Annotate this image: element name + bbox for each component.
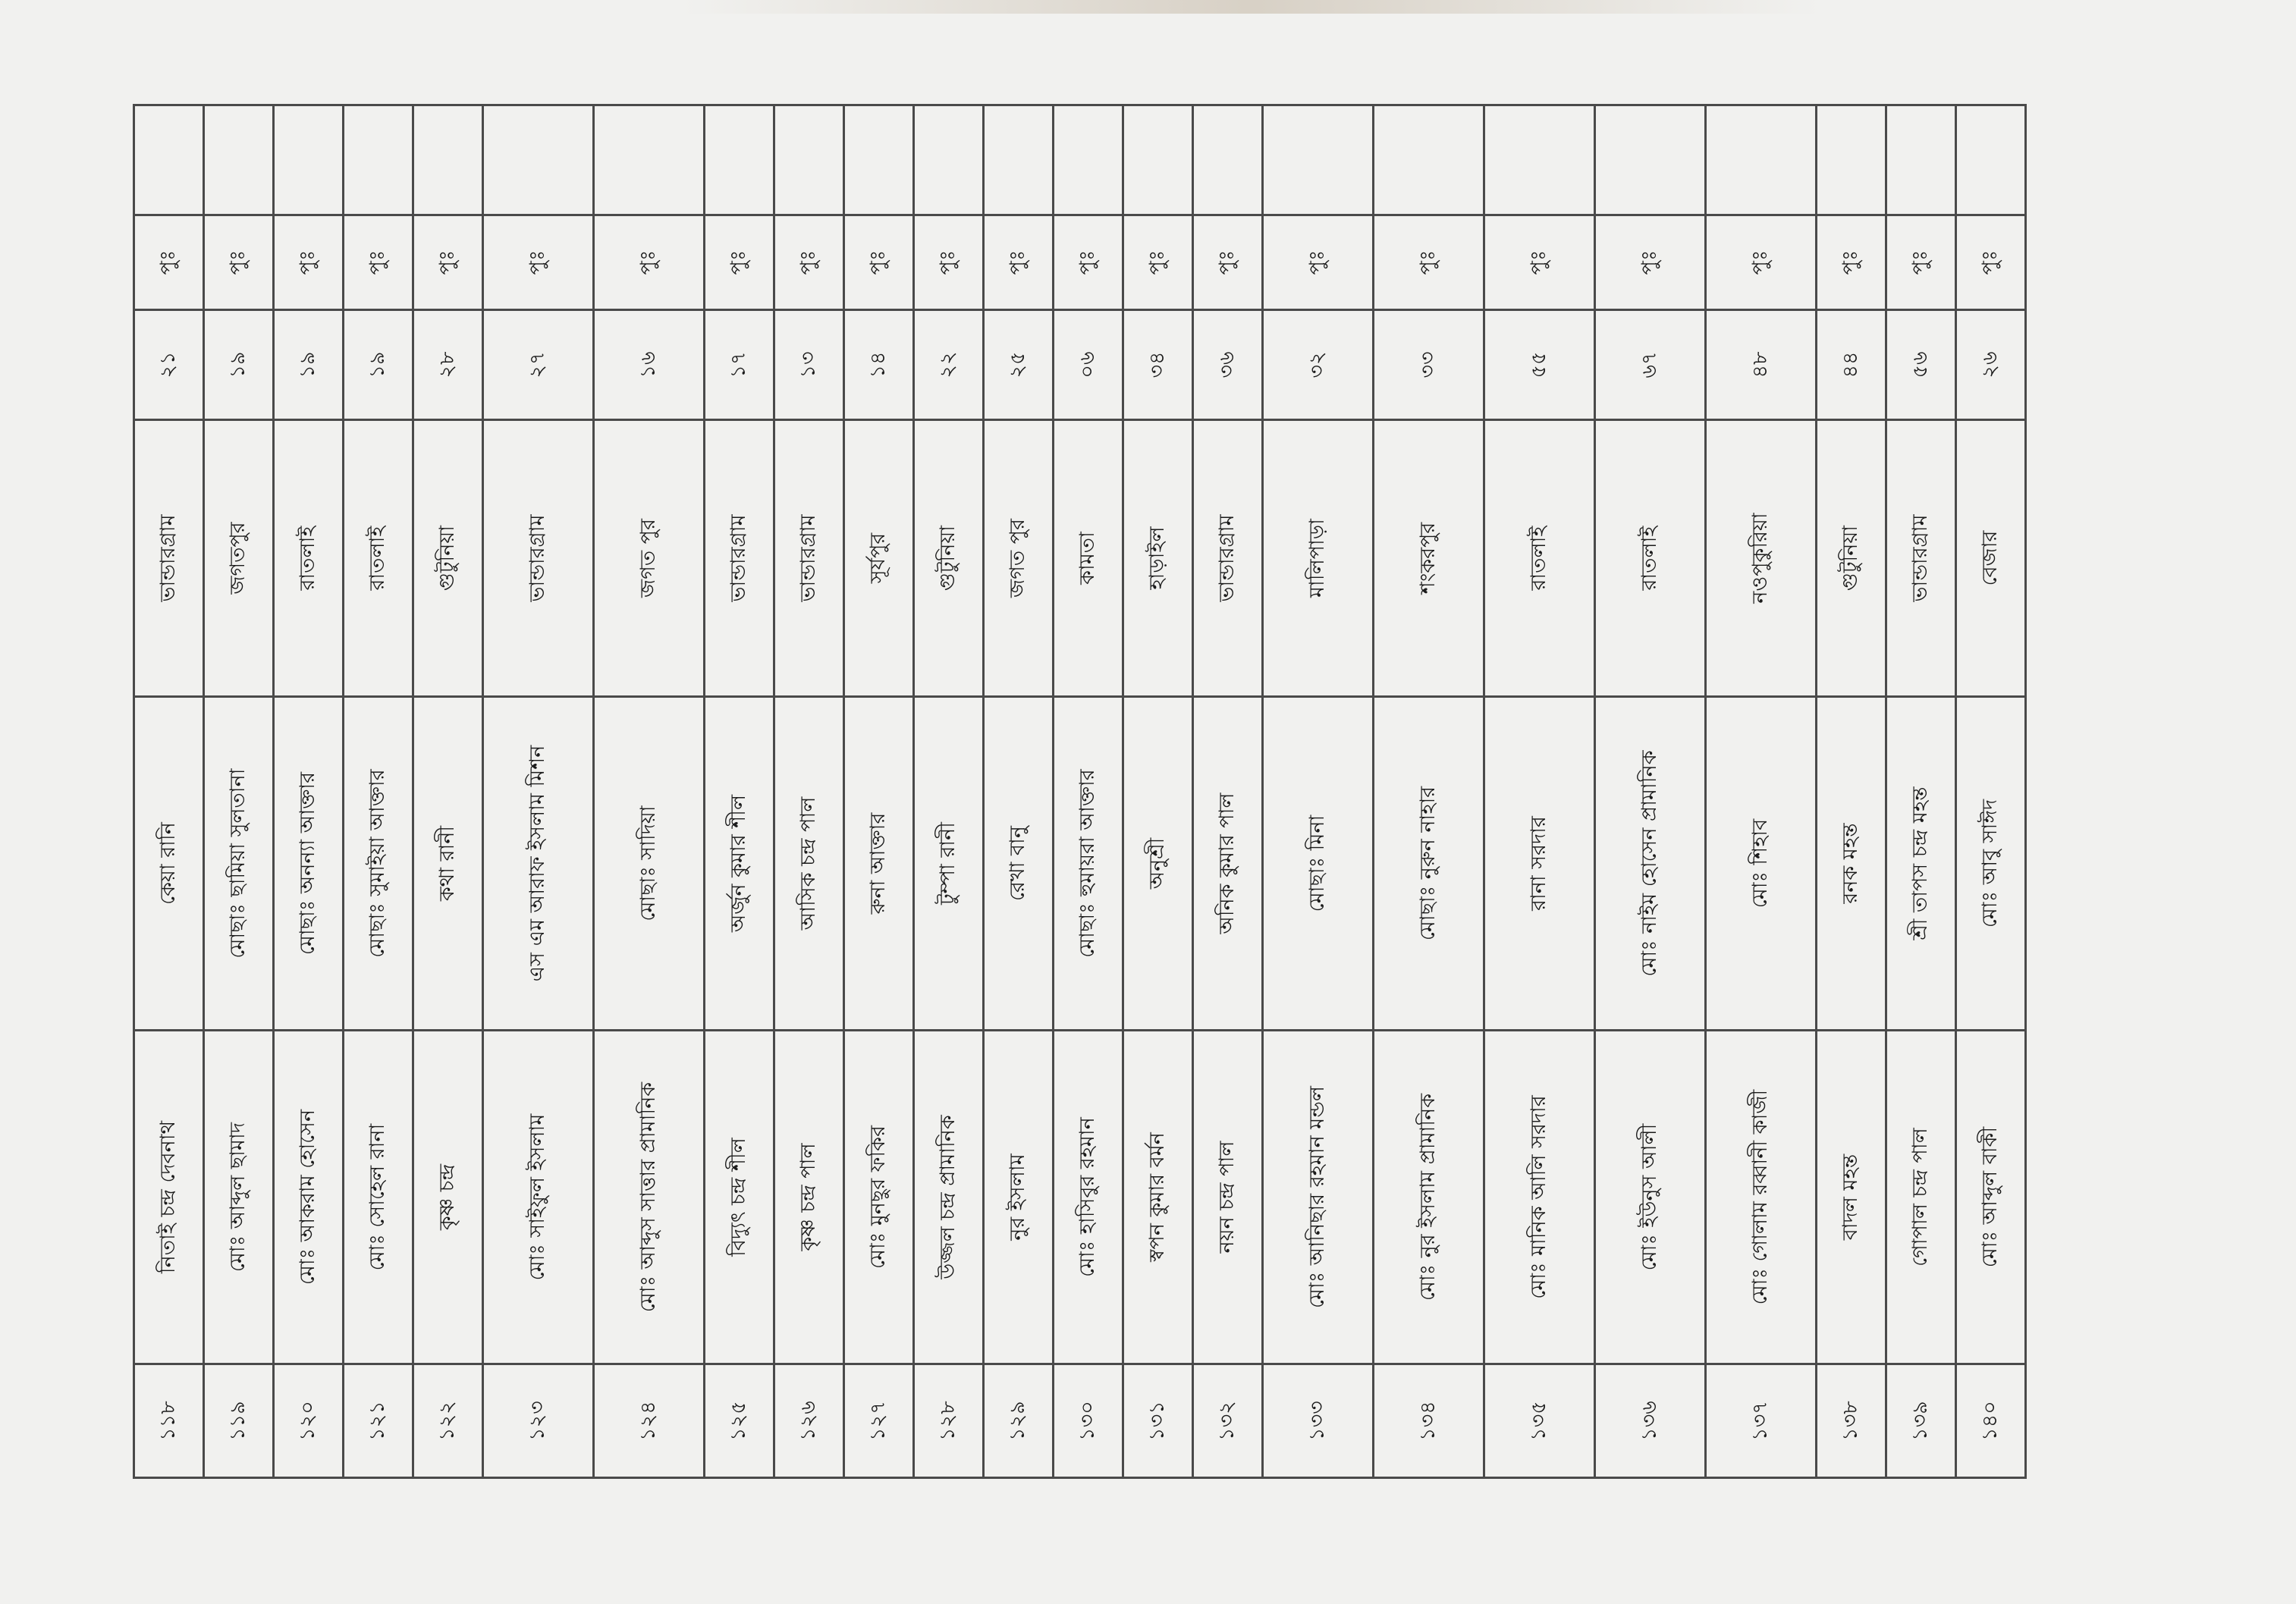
remarks-cell — [844, 105, 914, 215]
table-row — [274, 105, 344, 1478]
name-cell: মোঃ আব্দুল ছামাদ — [204, 1031, 274, 1364]
family-member-cell: মোছাঃ সাদিয়া — [594, 697, 705, 1031]
village-cell: ভান্ডারগ্রাম — [1886, 420, 1956, 697]
remarks-cell — [914, 105, 984, 215]
table-row — [1886, 105, 1956, 1478]
remarks-cell — [274, 105, 344, 215]
family-member-cell: রনক মহন্ত — [1817, 697, 1886, 1031]
village-cell: জগত পুর — [984, 420, 1054, 697]
serial-cell: ১২৬ — [774, 1364, 844, 1478]
sex-cell: পুঃ — [705, 215, 774, 310]
remarks-cell — [1054, 105, 1123, 215]
age-cell: ২৬ — [1956, 310, 2026, 420]
serial-cell: ১২৪ — [594, 1364, 705, 1478]
sex-cell: পুঃ — [483, 215, 594, 310]
sex-cell: পুঃ — [274, 215, 344, 310]
name-cell: বিদ্যুৎ চন্দ্র শীল — [705, 1031, 774, 1364]
age-cell: ১৯ — [274, 310, 344, 420]
serial-cell: ১২০ — [274, 1364, 344, 1478]
serial-cell: ১৩৯ — [1886, 1364, 1956, 1478]
sex-cell: পুঃ — [1956, 215, 2026, 310]
beneficiary-table — [133, 104, 2027, 1479]
age-cell: ২৫ — [984, 310, 1054, 420]
table-row — [1595, 105, 1706, 1478]
paper-shadow — [683, 0, 1820, 14]
age-cell: ২২ — [914, 310, 984, 420]
serial-cell: ১৩৭ — [1706, 1364, 1817, 1478]
family-member-cell: মোছাঃ নুরুন নাহার — [1374, 697, 1484, 1031]
village-cell: ভান্ডারগ্রাম — [774, 420, 844, 697]
name-cell: মোঃ ইউনুস আলী — [1595, 1031, 1706, 1364]
village-cell: কামতা — [1054, 420, 1123, 697]
sex-cell: পুঃ — [1817, 215, 1886, 310]
sex-cell: পুঃ — [134, 215, 204, 310]
village-cell: রাতলাই — [344, 420, 413, 697]
name-cell: গোপাল চন্দ্র পাল — [1886, 1031, 1956, 1364]
age-cell: ১৪ — [844, 310, 914, 420]
age-cell: ৩২ — [1263, 310, 1374, 420]
family-member-cell: রেখা বানু — [984, 697, 1054, 1031]
family-member-cell: কেয়া রানি — [134, 697, 204, 1031]
sex-cell: পুঃ — [1193, 215, 1263, 310]
family-member-cell: অনুশ্রী — [1123, 697, 1193, 1031]
family-member-cell: মোছাঃ সুমাইয়া আক্তার — [344, 697, 413, 1031]
family-member-cell: মোঃ আবু সাঈদ — [1956, 697, 2026, 1031]
age-cell: ২৭ — [483, 310, 594, 420]
name-cell: স্বপন কুমার বর্মন — [1123, 1031, 1193, 1364]
table-row — [774, 105, 844, 1478]
family-member-cell: মোঃ শিহাব — [1706, 697, 1817, 1031]
village-cell: জগত পুর — [594, 420, 705, 697]
remarks-cell — [1706, 105, 1817, 215]
age-cell: ১৭ — [705, 310, 774, 420]
age-cell: ৩৩ — [1374, 310, 1484, 420]
age-cell: ৪৪ — [1817, 310, 1886, 420]
serial-cell: ১১৯ — [204, 1364, 274, 1478]
age-cell: ৩৪ — [1123, 310, 1193, 420]
name-cell: মোঃ সাইফুল ইসলাম — [483, 1031, 594, 1364]
village-cell: রাতলাই — [1484, 420, 1595, 697]
table-row — [1706, 105, 1817, 1478]
age-cell: ১৯ — [204, 310, 274, 420]
name-cell: মোঃ মুনছুর ফকির — [844, 1031, 914, 1364]
serial-cell: ১৩৫ — [1484, 1364, 1595, 1478]
table-row — [204, 105, 274, 1478]
remarks-cell — [1484, 105, 1595, 215]
village-cell: ভান্ডারগ্রাম — [134, 420, 204, 697]
serial-cell: ১২৩ — [483, 1364, 594, 1478]
remarks-cell — [413, 105, 483, 215]
family-member-cell: মোছাঃ অনন্যা আক্তার — [274, 697, 344, 1031]
serial-cell: ১৩৪ — [1374, 1364, 1484, 1478]
remarks-cell — [204, 105, 274, 215]
remarks-cell — [984, 105, 1054, 215]
village-cell: ভান্ডারগ্রাম — [1193, 420, 1263, 697]
age-cell: ২১ — [134, 310, 204, 420]
village-cell: ভান্ডারগ্রাম — [483, 420, 594, 697]
sex-cell: পুঃ — [594, 215, 705, 310]
serial-cell: ১৩৩ — [1263, 1364, 1374, 1478]
name-cell: নয়ন চন্দ্র পাল — [1193, 1031, 1263, 1364]
serial-cell: ১৩৬ — [1595, 1364, 1706, 1478]
age-cell: ২৮ — [413, 310, 483, 420]
sex-cell: পুঃ — [774, 215, 844, 310]
age-cell: ৫৬ — [1886, 310, 1956, 420]
name-cell: কৃষ্ণ চন্দ্র — [413, 1031, 483, 1364]
table-row — [1374, 105, 1484, 1478]
serial-cell: ১৩১ — [1123, 1364, 1193, 1478]
family-member-cell: অনিক কুমার পাল — [1193, 697, 1263, 1031]
serial-cell: ১২৭ — [844, 1364, 914, 1478]
village-cell: শংকরপুর — [1374, 420, 1484, 697]
family-member-cell: রানা সরদার — [1484, 697, 1595, 1031]
sex-cell: পুঃ — [413, 215, 483, 310]
remarks-cell — [1886, 105, 1956, 215]
sex-cell: পুঃ — [1706, 215, 1817, 310]
remarks-cell — [344, 105, 413, 215]
village-cell: বেজার — [1956, 420, 2026, 697]
document-sheet — [133, 106, 2002, 1479]
age-cell: ৩৬ — [1193, 310, 1263, 420]
table-row — [914, 105, 984, 1478]
remarks-cell — [1193, 105, 1263, 215]
family-member-cell: মোছাঃ হুমায়রা আক্তার — [1054, 697, 1123, 1031]
remarks-cell — [774, 105, 844, 215]
age-cell: ৫৫ — [1484, 310, 1595, 420]
sex-cell: পুঃ — [204, 215, 274, 310]
sex-cell: পুঃ — [1484, 215, 1595, 310]
name-cell: মোঃ নুর ইসলাম প্রামানিক — [1374, 1031, 1484, 1364]
remarks-cell — [705, 105, 774, 215]
name-cell: মোঃ আকরাম হোসেন — [274, 1031, 344, 1364]
serial-cell: ১৩২ — [1193, 1364, 1263, 1478]
village-cell: গুটুনিয়া — [1817, 420, 1886, 697]
sex-cell: পুঃ — [1263, 215, 1374, 310]
sex-cell: পুঃ — [844, 215, 914, 310]
family-member-cell: আসিক চন্দ্র পাল — [774, 697, 844, 1031]
family-member-cell: মোছাঃ মিনা — [1263, 697, 1374, 1031]
remarks-cell — [1123, 105, 1193, 215]
name-cell: বাদল মহন্ত — [1817, 1031, 1886, 1364]
name-cell: নিতাই চন্দ্র দেবনাথ — [134, 1031, 204, 1364]
table-row — [413, 105, 483, 1478]
table-row — [844, 105, 914, 1478]
age-cell: ১৯ — [344, 310, 413, 420]
remarks-cell — [1956, 105, 2026, 215]
name-cell: মোঃ সোহেল রানা — [344, 1031, 413, 1364]
remarks-cell — [1595, 105, 1706, 215]
table-row — [1817, 105, 1886, 1478]
village-cell: নওপুকুরিয়া — [1706, 420, 1817, 697]
remarks-cell — [594, 105, 705, 215]
name-cell: মোঃ গোলাম রব্বানী কাজী — [1706, 1031, 1817, 1364]
remarks-cell — [1263, 105, 1374, 215]
table-row — [594, 105, 705, 1478]
sex-cell: পুঃ — [984, 215, 1054, 310]
name-cell: মোঃ হাসিবুর রহমান — [1054, 1031, 1123, 1364]
sex-cell: পুঃ — [914, 215, 984, 310]
village-cell: জগতপুর — [204, 420, 274, 697]
sex-cell: পুঃ — [1595, 215, 1706, 310]
serial-cell: ১২৫ — [705, 1364, 774, 1478]
table-row — [984, 105, 1054, 1478]
family-member-cell: রুনা আক্তার — [844, 697, 914, 1031]
remarks-cell — [134, 105, 204, 215]
table-row — [1956, 105, 2026, 1478]
sex-cell: পুঃ — [1374, 215, 1484, 310]
village-cell: রাতলাই — [1595, 420, 1706, 697]
village-cell: সূর্যপুর — [844, 420, 914, 697]
name-cell: মোঃ আব্দুল বাকী — [1956, 1031, 2026, 1364]
name-cell: কৃষ্ণ চন্দ্র পাল — [774, 1031, 844, 1364]
table-row — [1054, 105, 1123, 1478]
age-cell: ৪৮ — [1706, 310, 1817, 420]
serial-cell: ১২২ — [413, 1364, 483, 1478]
sex-cell: পুঃ — [1054, 215, 1123, 310]
name-cell: মোঃ আব্দুস সাত্তার প্রামানিক — [594, 1031, 705, 1364]
village-cell: ভান্ডারগ্রাম — [705, 420, 774, 697]
age-cell: ৬৭ — [1595, 310, 1706, 420]
family-member-cell: কথা রানী — [413, 697, 483, 1031]
family-member-cell: এস এম আরাফ ইসলাম মিশন — [483, 697, 594, 1031]
table-body — [134, 105, 2026, 1478]
table-row — [1484, 105, 1595, 1478]
table-row — [705, 105, 774, 1478]
table-row — [1123, 105, 1193, 1478]
remarks-cell — [1817, 105, 1886, 215]
family-member-cell: মোঃ নাইম হোসেন প্রামানিক — [1595, 697, 1706, 1031]
village-cell: হাড়াইল — [1123, 420, 1193, 697]
name-cell: নুর ইসলাম — [984, 1031, 1054, 1364]
sex-cell: পুঃ — [344, 215, 413, 310]
village-cell: মালিপাড়া — [1263, 420, 1374, 697]
family-member-cell: শ্রী তাপস চন্দ্র মহন্ত — [1886, 697, 1956, 1031]
family-member-cell: মোছাঃ ছামিয়া সুলতানা — [204, 697, 274, 1031]
remarks-cell — [1374, 105, 1484, 215]
sex-cell: পুঃ — [1123, 215, 1193, 310]
serial-cell: ১৩৮ — [1817, 1364, 1886, 1478]
name-cell: উজ্জল চন্দ্র প্রামানিক — [914, 1031, 984, 1364]
age-cell: ১৩ — [774, 310, 844, 420]
village-cell: গুটুনিয়া — [914, 420, 984, 697]
sex-cell: পুঃ — [1886, 215, 1956, 310]
table-row — [344, 105, 413, 1478]
family-member-cell: অর্জুন কুমার শীল — [705, 697, 774, 1031]
family-member-cell: টুম্পা রানী — [914, 697, 984, 1031]
name-cell: মোঃ মানিক আলি সরদার — [1484, 1031, 1595, 1364]
table-row — [134, 105, 204, 1478]
name-cell: মোঃ আনিছার রহমান মন্ডল — [1263, 1031, 1374, 1364]
age-cell: ০৬ — [1054, 310, 1123, 420]
serial-cell: ১২৮ — [914, 1364, 984, 1478]
table-row — [1263, 105, 1374, 1478]
serial-cell: ১৩০ — [1054, 1364, 1123, 1478]
table-row — [1193, 105, 1263, 1478]
serial-cell: ১৪০ — [1956, 1364, 2026, 1478]
village-cell: গুটুনিয়া — [413, 420, 483, 697]
serial-cell: ১২৯ — [984, 1364, 1054, 1478]
age-cell: ১৬ — [594, 310, 705, 420]
village-cell: রাতলাই — [274, 420, 344, 697]
serial-cell: ১২১ — [344, 1364, 413, 1478]
serial-cell: ১১৮ — [134, 1364, 204, 1478]
remarks-cell — [483, 105, 594, 215]
table-row — [483, 105, 594, 1478]
